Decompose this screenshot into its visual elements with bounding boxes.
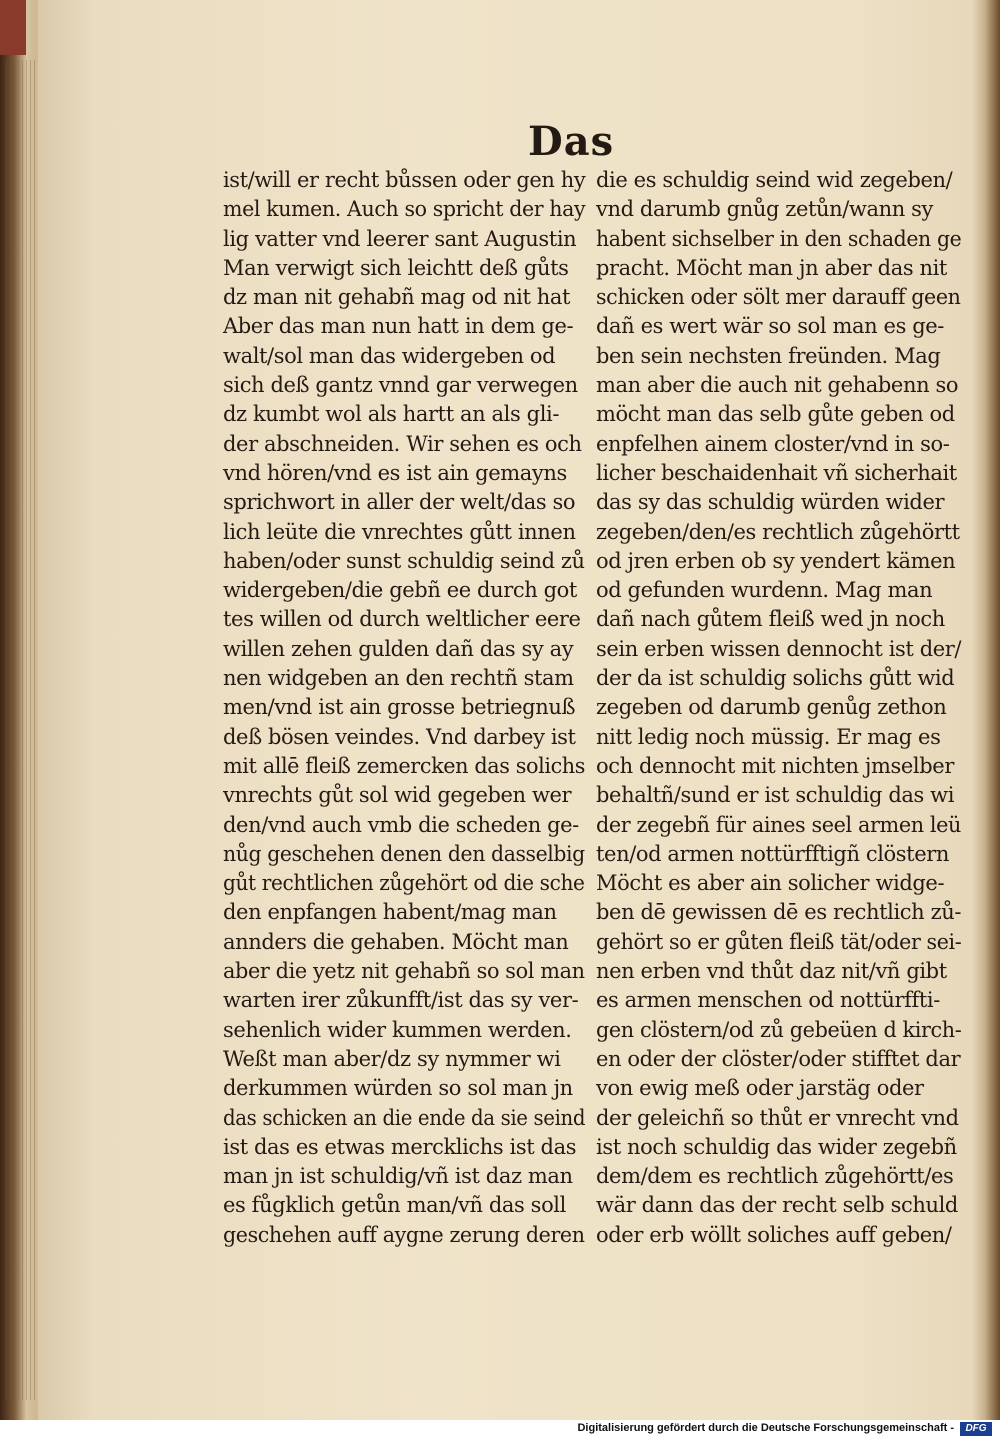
text-line: nen erben vnd thůt daz nit/vñ gibt bbox=[596, 959, 947, 984]
text-line: schicken oder sölt mer darauff geen bbox=[596, 285, 961, 310]
text-line: von ewig meß oder jarstäg oder bbox=[596, 1076, 924, 1101]
text-line: enpfelhen ainem closter/vnd in so- bbox=[596, 431, 950, 456]
text-line: ist noch schuldig das wider zegebñ bbox=[596, 1134, 957, 1159]
text-line: nitt ledig noch müssig. Er mag es bbox=[596, 724, 941, 749]
left-column bbox=[223, 166, 585, 1250]
text-line: pracht. Möcht man jn aber das nit bbox=[596, 255, 947, 280]
text-line: gen clöstern/od zů gebeüen d kirch- bbox=[596, 1017, 962, 1042]
text-line: vnd darumb gnůg zetůn/wann sy bbox=[596, 197, 933, 222]
text-line: zegeben/den/es rechtlich zůgehörtt bbox=[596, 519, 960, 544]
text-line: Möcht es aber ain solicher widge- bbox=[596, 871, 945, 896]
text-line: od jren erben ob sy yendert kämen bbox=[596, 548, 956, 573]
text-line: sich deß gantz vnnd gar verwegen bbox=[223, 373, 578, 398]
text-line: aber die yetz nit gehabñ so sol man bbox=[223, 959, 585, 984]
text-line: willen zehen gulden dañ das sy ay bbox=[223, 636, 574, 661]
text-line: dañ nach gůtem fleiß wed jn noch bbox=[596, 607, 945, 632]
text-line: sprichwort in aller der welt/das so bbox=[223, 490, 576, 515]
right-column bbox=[596, 166, 961, 1250]
text-line: dz man nit gehabñ mag od nit hat bbox=[223, 285, 571, 310]
text-line: das sy das schuldig würden wider bbox=[596, 490, 945, 515]
text-line: dañ es wert wär so sol man es ge- bbox=[596, 314, 944, 339]
text-line: dz kumbt wol als hartt an als gli- bbox=[223, 402, 560, 427]
text-line: annders die gehaben. Möcht man bbox=[223, 929, 569, 954]
text-line: der da ist schuldig solichs gůtt wid bbox=[596, 666, 955, 691]
text-line: vnd hören/vnd es ist ain gemayns bbox=[223, 460, 567, 485]
running-header: Das bbox=[528, 118, 615, 165]
text-line: deß bösen veindes. Vnd darbey ist bbox=[223, 724, 576, 749]
text-line: möcht man das selb gůte geben od bbox=[596, 402, 955, 427]
text-line: sein erben wissen dennocht ist der/ bbox=[596, 636, 962, 661]
text-line: dem/dem es rechtlich zůgehörtt/es bbox=[596, 1164, 954, 1189]
text-line: ist das es etwas mercklichs ist das bbox=[223, 1134, 577, 1159]
text-line: mit allē fleiß zemercken das solichs bbox=[223, 753, 586, 778]
text-line: nen widgeben an den rechtñ stam bbox=[223, 666, 574, 691]
text-line: zegeben od darumb genůg zethon bbox=[596, 695, 947, 720]
text-line: ben sein nechsten freünden. Mag bbox=[596, 343, 941, 368]
text-line: der zegebñ für aines seel armen leü bbox=[596, 812, 962, 837]
text-line: wär dann das der recht selb schuld bbox=[596, 1193, 958, 1218]
text-line: tes willen od durch weltlicher eere bbox=[223, 607, 581, 632]
text-line: vnrechts gůt sol wid gegeben wer bbox=[223, 783, 572, 808]
text-line: lig vatter vnd leerer sant Augustin bbox=[223, 226, 577, 251]
text-line: ist/will er recht bůssen oder gen hy bbox=[223, 168, 586, 192]
text-line: der geleichñ so thůt er vnrecht vnd bbox=[596, 1105, 959, 1130]
text-line: en oder der clöster/oder stifftet dar bbox=[596, 1046, 961, 1071]
text-line: Man verwigt sich leichtt deß gůts bbox=[223, 255, 569, 280]
text-line: ben dē gewissen dē es rechtlich zů- bbox=[596, 900, 962, 925]
text-line: man jn ist schuldig/vñ ist daz man bbox=[223, 1164, 573, 1189]
text-line: die es schuldig seind wid zegeben/ bbox=[596, 168, 953, 192]
text-line: Weßt man aber/dz sy nymmer wi bbox=[223, 1046, 561, 1071]
text-line: ten/od armen nottürfftigñ clöstern bbox=[596, 841, 950, 866]
text-line: es armen menschen od nottürffti- bbox=[596, 988, 940, 1013]
text-line: den/vnd auch vmb die scheden ge- bbox=[223, 812, 579, 837]
text-line: od gefunden wurdenn. Mag man bbox=[596, 578, 933, 603]
text-line: derkummen würden so sol man jn bbox=[223, 1076, 573, 1101]
text-line: licher beschaidenhait vñ sicherhait bbox=[596, 460, 957, 485]
text-line: men/vnd ist ain grosse betriegnuß bbox=[223, 695, 576, 720]
text-line: es fůgklich getůn man/vñ das soll bbox=[223, 1193, 566, 1218]
text-line: lich leüte die vnrechtes gůtt innen bbox=[223, 519, 576, 544]
text-line: gehört so er gůten fleiß tät/oder sei- bbox=[596, 929, 962, 954]
text-line: behaltñ/sund er ist schuldig das wi bbox=[596, 783, 955, 808]
text-line: den enpfangen habent/mag man bbox=[223, 900, 557, 925]
text-line: mel kumen. Auch so spricht der hay bbox=[223, 197, 586, 222]
text-line: das schicken an die ende da sie seind bbox=[223, 1105, 586, 1130]
text-line: haben/oder sunst schuldig seind zů bbox=[223, 548, 585, 573]
text-line: habent sichselber in den schaden ge bbox=[596, 226, 962, 251]
binding-corner bbox=[0, 0, 26, 55]
text-line: gůt rechtlichen zůgehört od die sche bbox=[223, 871, 585, 896]
text-line: Aber das man nun hatt in dem ge- bbox=[223, 314, 574, 339]
text-line: man aber die auch nit gehabenn so bbox=[596, 373, 959, 398]
page-right-edge bbox=[972, 0, 1000, 1420]
footer-credit: Digitalisierung gefördert durch die Deutsche Forschungsgemeinschaft - bbox=[577, 1422, 954, 1434]
text-line: walt/sol man das widergeben od bbox=[223, 343, 556, 368]
text-line: nůg geschehen denen den dasselbig bbox=[223, 841, 585, 866]
dfg-logo: DFG bbox=[960, 1422, 992, 1436]
text-line: warten irer zůkunfft/ist das sy ver- bbox=[223, 988, 579, 1013]
text-line: oder erb wöllt soliches auff geben/ bbox=[596, 1222, 952, 1247]
text-line: geschehen auff aygne zerung deren bbox=[223, 1222, 585, 1247]
text-line: sehenlich wider kummen werden. bbox=[223, 1017, 572, 1042]
text-line: widergeben/die gebñ ee durch got bbox=[223, 578, 577, 603]
text-line: och dennocht mit nichten jmselber bbox=[596, 753, 954, 778]
page-edges bbox=[6, 60, 42, 1400]
text-line: der abschneiden. Wir sehen es och bbox=[223, 431, 582, 456]
